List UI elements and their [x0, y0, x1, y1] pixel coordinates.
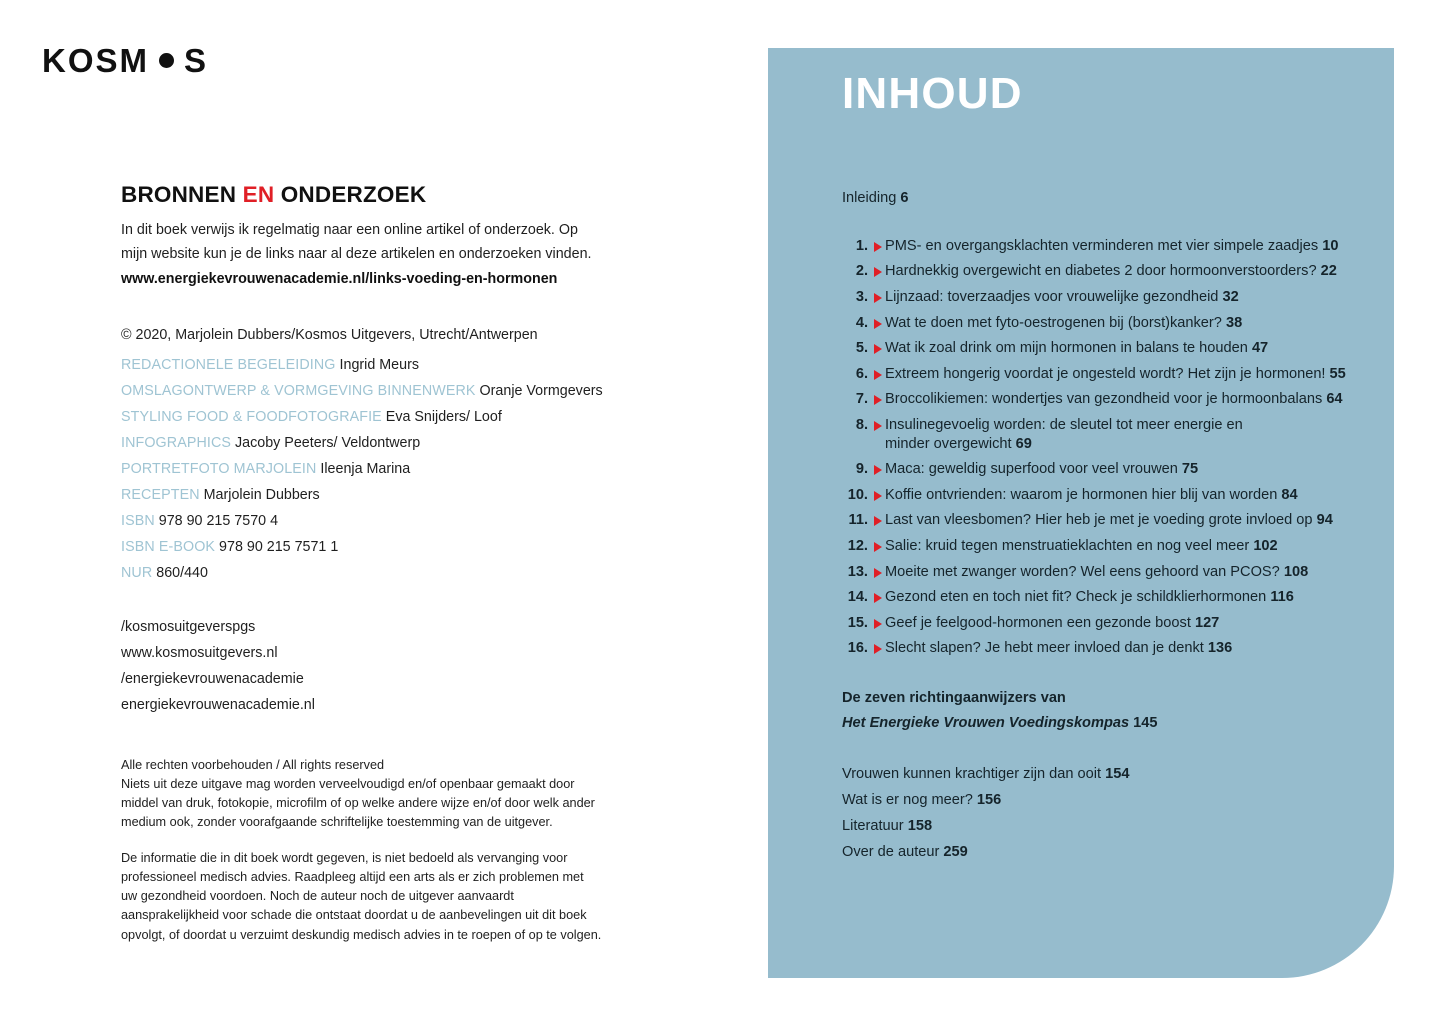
list-item[interactable]: [842, 288, 1372, 307]
toc-number: 3.: [855, 289, 868, 306]
toc-entry: [885, 563, 1372, 582]
toc-entry-page: 94: [1316, 512, 1333, 529]
list-item[interactable]: [842, 614, 1372, 633]
credit-row: [121, 560, 621, 586]
credit-value: Oranje Vormgevers: [479, 382, 603, 399]
toc-kompas-block[interactable]: [842, 686, 1372, 736]
list-item[interactable]: [842, 390, 1372, 409]
toc-entry-text: Lijnzaad: toverzaadjes voor vrouwelijke gezondheid: [885, 289, 1223, 306]
red-triangle-icon: [871, 416, 885, 431]
link-item[interactable]: www.kosmosuitgevers.nl: [121, 645, 278, 662]
toc-entry: [885, 314, 1372, 333]
credit-row: [121, 456, 621, 482]
logo-text-part1: KOSM: [42, 42, 149, 79]
toc-number: 5.: [855, 340, 868, 357]
list-item[interactable]: [842, 563, 1372, 582]
toc-entry-text: Insulinegevoelig worden: de sleutel tot meer energie en minder overgewicht: [885, 416, 1243, 452]
toc-entry: [885, 460, 1372, 479]
red-triangle-icon: [871, 563, 885, 578]
list-item[interactable]: [842, 486, 1372, 505]
credit-value: Ileenja Marina: [320, 460, 411, 477]
credit-row: [121, 352, 621, 378]
toc-number: 7.: [855, 391, 868, 408]
toc-entry: [885, 237, 1372, 256]
toc-entry-page: 158: [907, 818, 933, 835]
red-triangle-icon: [871, 390, 885, 405]
toc-inleiding-label: Inleiding: [842, 190, 901, 206]
toc-entry-text: PMS- en overgangsklachten verminderen met vier simpele zaadjes: [885, 237, 1323, 254]
toc-entry: [885, 614, 1372, 633]
toc-entry-page: 84: [1281, 486, 1298, 503]
toc-entry-text: Wat te doen met fyto-oestrogenen bij (borst)kanker?: [885, 314, 1226, 331]
list-item[interactable]: [842, 262, 1372, 281]
credit-label: OMSLAGONTWERP & VORMGEVING BINNENWERK: [121, 382, 476, 399]
credit-row: [121, 534, 621, 560]
toc-entry-page: 32: [1222, 289, 1239, 306]
red-triangle-icon: [871, 639, 885, 654]
toc-number: 11.: [848, 512, 868, 529]
list-item[interactable]: [842, 237, 1372, 256]
list-item[interactable]: [842, 339, 1372, 358]
toc-number: 12.: [847, 538, 868, 555]
toc-inleiding-page: 6: [900, 190, 909, 206]
section-title-part1: BRONNEN: [121, 182, 243, 207]
credit-value: 860/440: [156, 565, 208, 582]
list-item[interactable]: [842, 365, 1372, 384]
credit-label: RECEPTEN: [121, 487, 200, 503]
toc-entry-page: 116: [1270, 589, 1294, 606]
red-triangle-icon: [871, 460, 885, 475]
toc-entry-page: 156: [976, 792, 1002, 809]
credit-value: 978 90 215 7571 1: [219, 539, 339, 556]
toc-entry-text: Koffie ontvrienden: waarom je hormonen hier blij van worden: [885, 486, 1282, 503]
list-item[interactable]: [842, 788, 1372, 814]
copyright-text: © 2020, Marjolein Dubbers/Kosmos Uitgevers, Utrecht/Antwerpen: [121, 326, 538, 343]
toc-entry-text: Gezond eten en toch niet fit? Check je schildklierhormonen: [885, 589, 1271, 606]
toc-number: 8.: [855, 416, 868, 433]
link-item[interactable]: /energiekevrouwenacademie: [121, 671, 304, 688]
credit-label: ISBN E-BOOK: [121, 539, 216, 556]
credit-row: [121, 482, 621, 508]
intro-website-url[interactable]: www.energiekevrouwenacademie.nl/links-voeding-en-hormonen: [121, 271, 558, 288]
list-item[interactable]: [842, 537, 1372, 556]
toc-number: 2.: [855, 263, 868, 280]
list-item[interactable]: [842, 460, 1372, 479]
colophon-content: [121, 183, 621, 945]
toc-entry-page: 75: [1181, 461, 1199, 478]
link-item[interactable]: energiekevrouwenacademie.nl: [121, 697, 315, 714]
toc-entry-text: Over de auteur: [842, 844, 944, 861]
toc-entry-page: 102: [1253, 538, 1278, 555]
credit-row: [121, 378, 621, 404]
red-triangle-icon: [871, 365, 885, 380]
credit-value: Eva Snijders/ Loof: [385, 408, 502, 425]
toc-entry-page: 64: [1326, 391, 1343, 408]
page-title: [121, 183, 621, 208]
toc-inleiding-row[interactable]: [842, 188, 1372, 210]
kompas-line-1: De zeven richtingaanwijzers van: [842, 690, 1066, 707]
fineprint-block: [121, 756, 603, 944]
toc-number: 9.: [855, 461, 868, 478]
toc-entry-text: Last van vleesbomen? Hier heb je met je voeding grote invloed op: [885, 512, 1317, 529]
toc-entry: [885, 262, 1372, 281]
red-triangle-icon: [871, 314, 885, 329]
kompas-title: Het Energieke Vrouwen Voedingskompas: [842, 715, 1134, 732]
red-triangle-icon: [871, 614, 885, 629]
credit-label: PORTRETFOTO MARJOLEIN: [121, 460, 317, 477]
section-title-part2: ONDERZOEK: [274, 182, 427, 207]
intro-paragraph: In dit boek verwijs ik regelmatig naar een online artikel of onderzoek. Op mijn website kun je de links naar al deze artikelen en onderzoeken vinden.: [121, 221, 592, 263]
credit-row: [121, 404, 621, 430]
toc-entry-page: 127: [1194, 614, 1220, 631]
toc-entry-text: Extreem hongerig voordat je ongesteld wordt? Het zijn je hormonen!: [885, 365, 1330, 382]
list-item[interactable]: [842, 639, 1372, 658]
rights-body: Niets uit deze uitgave mag worden verveelvoudigd en/of openbaar gemaakt door middel van druk, fotokopie, microfilm of op welke andere wijze en/of door welk ander medium ook, zonder voorafgaande schriftelijke toestemming van de uitgever.: [121, 777, 595, 830]
toc-entry-page: 259: [943, 844, 968, 861]
toc-entry: [885, 639, 1372, 658]
toc-entry: [885, 537, 1372, 556]
credit-label: NUR: [121, 565, 153, 582]
toc-entry: [885, 390, 1372, 409]
red-triangle-icon: [871, 511, 885, 526]
toc-entry-text: Salie: kruid tegen menstruatieklachten en nog veel meer: [885, 538, 1254, 555]
toc-number: 10.: [847, 486, 868, 503]
credit-label: STYLING FOOD & FOODFOTOGRAFIE: [121, 408, 382, 425]
toc-entry: [885, 486, 1372, 505]
list-item[interactable]: [842, 588, 1372, 607]
credit-label: ISBN: [121, 513, 155, 530]
toc-entry-page: 136: [1207, 640, 1233, 657]
toc-entry-page: 22: [1320, 263, 1337, 280]
credit-row: [121, 508, 621, 534]
toc-entry-text: Literatuur: [842, 818, 908, 835]
toc-entry-text: Geef je feelgood-hormonen een gezonde boost: [885, 614, 1195, 631]
section-title-accent: EN: [242, 182, 275, 207]
toc-entry-page: 108: [1283, 563, 1309, 580]
toc-entry-page: 69: [1015, 435, 1032, 452]
toc-number: 4.: [855, 314, 868, 331]
toc-back-matter: [842, 762, 1372, 866]
toc-number: 6.: [855, 365, 868, 382]
toc-chapter-list: [842, 237, 1372, 658]
toc-entry-page: 10: [1322, 237, 1339, 254]
credits-block: [121, 322, 621, 586]
toc-entry: [885, 416, 1257, 454]
credit-value: Jacoby Peeters/ Veldontwerp: [235, 434, 421, 451]
toc-entry-text: Slecht slapen? Je hebt meer invloed dan je denkt: [885, 640, 1208, 657]
inhoud-panel: [768, 48, 1394, 978]
toc-number: 15.: [847, 614, 868, 631]
toc-entry-text: Vrouwen kunnen krachtiger zijn dan ooit: [842, 766, 1106, 783]
credit-label: INFOGRAPHICS: [121, 434, 232, 451]
toc-entry-text: Wat is er nog meer?: [842, 792, 977, 809]
toc-entry: [885, 288, 1372, 307]
list-item[interactable]: [842, 511, 1372, 530]
rights-heading: Alle rechten voorbehouden / All rights reserved: [121, 758, 385, 773]
credit-value: Marjolein Dubbers: [203, 487, 320, 503]
toc-entry-page: 38: [1225, 314, 1243, 331]
credit-label: REDACTIONELE BEGELEIDING: [121, 356, 336, 373]
filled-dot-icon: [159, 53, 174, 68]
list-item[interactable]: [842, 840, 1372, 866]
credit-value: 978 90 215 7570 4: [158, 513, 279, 530]
links-block: [121, 614, 621, 718]
red-triangle-icon: [871, 237, 885, 252]
red-triangle-icon: [871, 537, 885, 552]
list-item[interactable]: [842, 314, 1372, 333]
toc-number: 14.: [847, 589, 868, 606]
toc-entry: [885, 339, 1372, 358]
toc-entry-page: 154: [1105, 766, 1130, 783]
toc-number: 1.: [855, 237, 868, 254]
toc-entry: [885, 365, 1372, 384]
list-item[interactable]: [842, 416, 1372, 454]
toc-entry-page: 47: [1251, 340, 1269, 357]
toc-entry-text: Wat ik zoal drink om mijn hormonen in balans te houden: [885, 340, 1252, 357]
kosmos-logo: [42, 44, 208, 77]
toc-entry-page: 55: [1329, 365, 1346, 382]
red-triangle-icon: [871, 486, 885, 501]
kompas-page: 145: [1133, 715, 1158, 732]
toc-entry-text: Hardnekkig overgewicht en diabetes 2 door hormoonverstoorders?: [885, 263, 1321, 280]
kompas-line-2: [842, 711, 1372, 736]
medical-disclaimer: De informatie die in dit boek wordt gegeven, is niet bedoeld als vervanging voor professioneel medisch advies. Raadpleeg altijd een arts als er zich problemen met uw gezondheid voordoen. Noch de auteur noch de uitgever aanvaardt aansprakelijkheid voor schade die ontstaat doordat u de aanbevelingen uit dit boek opvolgt, of doordat u verzuimt deskundig medisch advies in te roepen of op te volgen.: [121, 851, 602, 942]
toc-number: 16.: [847, 640, 868, 657]
list-item[interactable]: [842, 814, 1372, 840]
toc-entry-text: Maca: geweldig superfood voor veel vrouwen: [885, 461, 1182, 478]
credit-value: Ingrid Meurs: [339, 356, 419, 373]
credit-row: [121, 430, 621, 456]
link-item[interactable]: /kosmosuitgeverspgs: [121, 619, 256, 636]
red-triangle-icon: [871, 288, 885, 303]
copyright-line: [121, 322, 621, 348]
list-item[interactable]: [842, 762, 1372, 788]
red-triangle-icon: [871, 339, 885, 354]
toc-entry: [885, 511, 1372, 530]
toc-entry-text: Moeite met zwanger worden? Wel eens gehoord van PCOS?: [885, 563, 1284, 580]
toc-number: 13.: [847, 563, 868, 580]
red-triangle-icon: [871, 588, 885, 603]
red-triangle-icon: [871, 262, 885, 277]
table-of-contents: [842, 188, 1372, 866]
logo-text-part2: S: [184, 42, 209, 79]
toc-entry: [885, 588, 1372, 607]
toc-entry-text: Broccolikiemen: wondertjes van gezondheid voor je hormoonbalans: [885, 391, 1327, 408]
inhoud-title: INHOUD: [842, 69, 1023, 118]
